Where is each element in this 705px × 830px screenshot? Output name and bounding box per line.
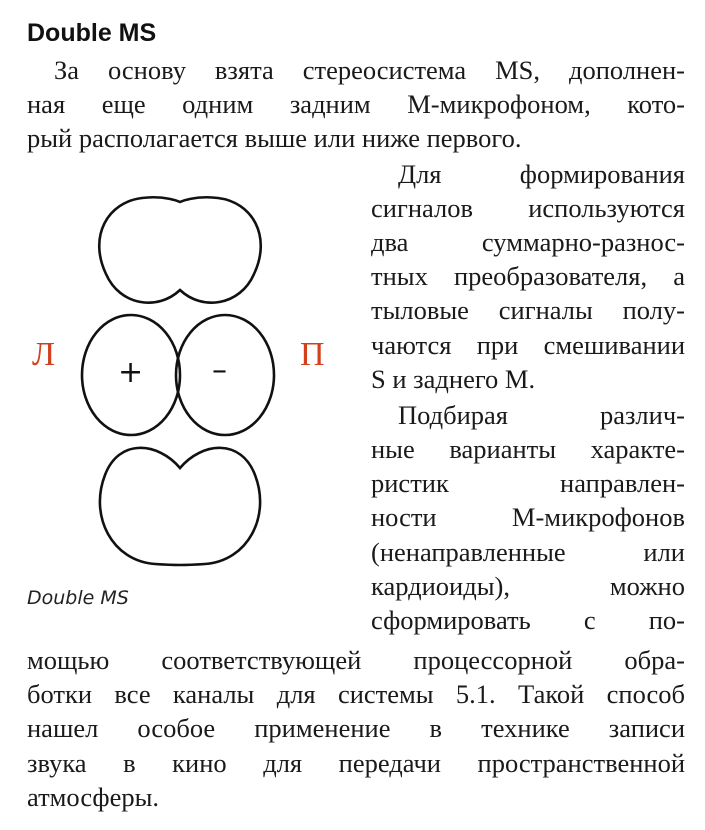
text-line: рый располагается выше или ниже первого. (27, 123, 522, 153)
text-line: ная еще одним задним М-микрофоном, кото- (27, 89, 685, 119)
text-line: тыловые сигналы полу- (371, 295, 685, 325)
text-line: (ненаправленные или (371, 537, 685, 567)
text-line: нашел особое применение в технике записи (27, 713, 685, 743)
text-line: сигналов используются (371, 193, 685, 223)
left-channel-label: Л (32, 336, 56, 373)
text-line: атмосферы. (27, 782, 160, 812)
top-cardioid-shape (99, 197, 261, 302)
section-heading: Double MS (27, 19, 157, 47)
text-line: кардиоиды), можно (371, 571, 685, 601)
bottom-cardioid-shape (100, 448, 260, 565)
text-line: ботки все каналы для системы 5.1. Такой способ (27, 679, 685, 709)
plus-sign: + (118, 355, 144, 390)
text-line: тных преобразователя, а (371, 261, 685, 291)
figure-caption: Double MS (27, 587, 129, 609)
text-line: ности М-микрофонов (371, 502, 685, 532)
text-line: чаются при смешивании (371, 330, 685, 360)
text-line: звука в кино для передачи пространственной (27, 748, 685, 778)
text-line: Подбирая различ- (398, 400, 685, 430)
text-line: сформировать с по- (371, 605, 685, 635)
text-line: два суммарно-разнос- (371, 227, 685, 257)
minus-sign: – (212, 353, 227, 388)
polar-pattern-diagram (20, 180, 358, 575)
text-line: ные варианты характе- (371, 434, 685, 464)
right-channel-label: П (300, 336, 325, 373)
text-line: За основу взята стереосистема MS, дополнен- (54, 55, 685, 85)
text-line: S и заднего М. (371, 364, 536, 394)
text-line: ристик направлен- (371, 468, 685, 498)
double-ms-figure (20, 180, 358, 575)
text-line: мощью соответствующей процессорной обра- (27, 645, 685, 675)
text-line: Для формирования (398, 159, 685, 189)
